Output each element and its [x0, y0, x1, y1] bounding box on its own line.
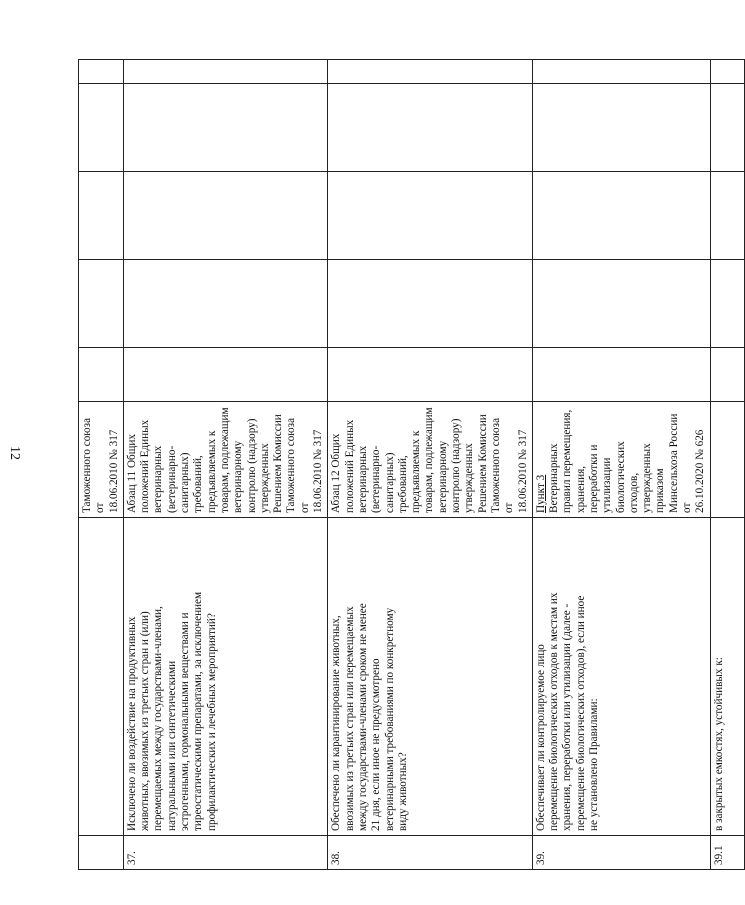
reference-line: требований,	[192, 455, 205, 513]
reference-line: ветеринарных	[152, 445, 165, 513]
reference-cell	[123, 402, 327, 518]
question-line: профилактических и лечебных мероприятий?	[205, 613, 218, 831]
reference-line: санитарных)	[179, 452, 192, 513]
reference-line: контролю (надзору)	[450, 418, 463, 513]
reference-line: (ветеринарно-	[370, 445, 383, 513]
row-num-cell: 37.	[123, 836, 327, 870]
reference-line: требований,	[396, 455, 409, 513]
reference-cell	[328, 402, 532, 518]
answer-cell	[79, 172, 124, 260]
question-line: в закрытых емкостях, устойчивых к:	[712, 657, 725, 831]
reference-line: утилизации	[601, 457, 614, 513]
question-cell	[328, 518, 532, 836]
table-row	[123, 60, 327, 870]
answer-cell	[79, 84, 124, 172]
answer-cell	[328, 84, 532, 172]
reference-line: товарам, подлежащим	[423, 407, 436, 513]
table-row	[79, 60, 124, 870]
row-num-cell: 39.	[532, 836, 710, 870]
reference-line: утвержденных приказом	[641, 443, 667, 513]
row-num-cell	[79, 836, 124, 870]
question-line: ветеринарными требованиями по конкретному	[383, 607, 396, 831]
answer-cell	[532, 260, 710, 348]
table-row	[328, 60, 532, 870]
answer-cell	[328, 348, 532, 402]
question-line: перемещение биологических отходов к местам их	[548, 592, 561, 831]
reference-line: предъявляемых к	[205, 430, 218, 513]
reference-line: Таможенного союза от	[489, 417, 516, 513]
question-line: не установлено Правилами:	[587, 698, 600, 831]
answer-cell	[532, 172, 710, 260]
question-line: животных, ввозимых из третьих стран и (или)	[139, 611, 152, 831]
question-line: Исключено ли воздействие на продуктивных	[125, 616, 138, 831]
question-line: натуральными или синтетическими	[165, 660, 178, 831]
answer-cell	[710, 348, 744, 402]
reference-line: 26.10.2020 № 626	[694, 429, 707, 513]
reference-line: санитарных)	[383, 452, 396, 513]
comment-cell	[123, 60, 327, 84]
reference-clause-link: Пункт 3	[534, 474, 547, 513]
reference-line: Абзац 12 Общих	[330, 433, 343, 513]
answer-cell	[328, 260, 532, 348]
reference-line: утвержденных	[258, 443, 271, 513]
reference-line: утвержденных	[463, 443, 476, 513]
question-line: тиреостатическими препаратами, за исключением	[192, 591, 205, 831]
reference-line: контролю (надзору)	[245, 418, 258, 513]
table-row	[710, 60, 744, 870]
answer-cell	[532, 348, 710, 402]
reference-line: Абзац 11 Общих	[125, 434, 138, 513]
reference-cell	[710, 402, 744, 518]
reference-line: Решением Комиссии	[476, 414, 489, 513]
reference-line: предъявляемых к	[410, 430, 423, 513]
question-cell	[532, 518, 710, 836]
row-num-cell: 39.1	[710, 836, 744, 870]
reference-line: ветеринарных	[356, 445, 369, 513]
question-cell	[79, 518, 124, 836]
reference-line: 18.06.2010 № 317	[107, 429, 120, 513]
reference-line: хранения, переработки и	[574, 444, 600, 513]
answer-cell	[79, 348, 124, 402]
reference-line: (ветеринарно-	[165, 445, 178, 513]
reference-line: биологических отходов,	[614, 441, 640, 513]
reference-line: Решением Комиссии	[272, 414, 285, 513]
question-line: хранения, переработки или утилизации (далее -	[561, 603, 574, 831]
question-line: перемещаемых между государствами-членами,	[152, 606, 165, 831]
checklist-table	[78, 60, 725, 870]
reference-line: Таможенного союза от	[285, 417, 311, 513]
reference-line: ветеринарному	[436, 440, 449, 513]
reference-line: Таможенного союза от	[81, 417, 107, 513]
answer-cell	[123, 260, 327, 348]
answer-cell	[328, 172, 532, 260]
question-line: виду животных?	[396, 752, 409, 831]
answer-cell	[532, 84, 710, 172]
answer-cell	[123, 172, 327, 260]
comment-cell	[79, 60, 124, 84]
reference-line: ветеринарному	[232, 440, 245, 513]
reference-line: положений Единых	[343, 419, 356, 513]
answer-cell	[710, 172, 744, 260]
question-line: перемещение биологических отходов), если иное	[574, 595, 587, 831]
reference-line: товарам, подлежащим	[218, 407, 231, 513]
reference-line: 18.06.2010 № 317	[312, 429, 325, 513]
reference-line: 18.06.2010 № 317	[516, 429, 529, 513]
question-line: между государствами-членами сроком не менее	[356, 603, 369, 831]
answer-cell	[79, 260, 124, 348]
answer-cell	[123, 84, 327, 172]
answer-cell	[710, 260, 744, 348]
table-row	[532, 60, 710, 870]
reference-line: положений Единых	[139, 419, 152, 513]
answer-cell	[710, 84, 744, 172]
reference-line	[535, 406, 562, 513]
reference-cell	[532, 402, 710, 518]
question-line: Обеспечено ли карантинирование животных,	[330, 615, 343, 831]
reference-line-tail: Ветеринарных	[548, 443, 561, 513]
question-line: Обеспечивает ли контролируемое лицо	[534, 644, 547, 831]
question-cell	[123, 518, 327, 836]
reference-cell	[79, 402, 124, 518]
reference-line: правил перемещения,	[561, 409, 574, 513]
reference-line: Минсельхоза России от	[667, 413, 694, 513]
comment-cell	[328, 60, 532, 84]
comment-cell	[710, 60, 744, 84]
page-number: 12	[7, 446, 22, 460]
answer-cell	[123, 348, 327, 402]
question-cell	[710, 518, 744, 836]
comment-cell	[532, 60, 710, 84]
question-line: ввозимых из третьих стран или перемещаемых	[343, 606, 356, 831]
row-num-cell: 38.	[328, 836, 532, 870]
question-line: 21 дня, если иное не предусмотрено	[370, 658, 383, 831]
question-line: эстрогенными, гормональными веществами и	[179, 612, 192, 831]
